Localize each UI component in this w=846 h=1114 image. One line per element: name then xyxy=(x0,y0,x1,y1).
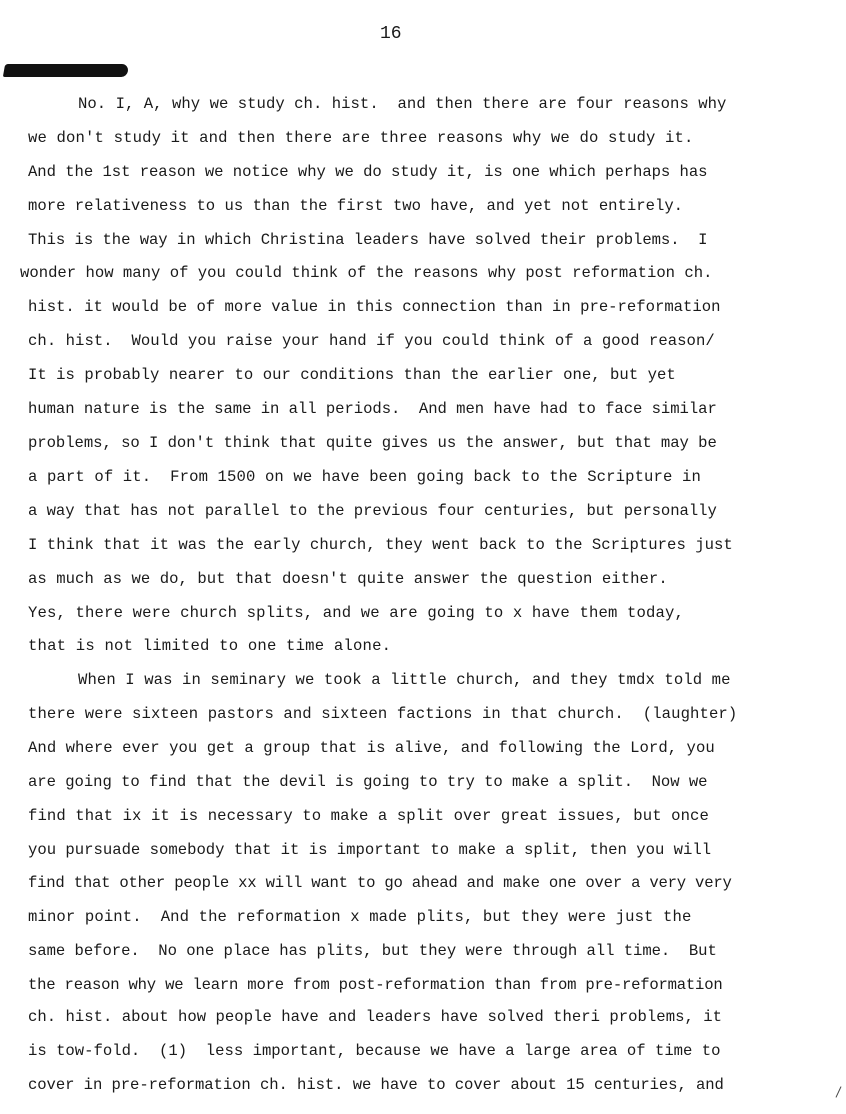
text-line: same before. No one place has plits, but they were through all time. But xyxy=(28,942,717,960)
redaction-mark xyxy=(3,64,129,77)
text-line: ch. hist. about how people have and leaders have solved theri problems, it xyxy=(28,1008,722,1026)
text-line: wonder how many of you could think of the reasons why post reformation ch. xyxy=(20,264,713,282)
text-line: are going to find that the devil is going to try to make a split. Now we xyxy=(28,773,708,791)
text-line: Yes, there were church splits, and we are going to x have them today, xyxy=(28,604,685,622)
text-line: a way that has not parallel to the previous four centuries, but personally xyxy=(28,502,717,520)
text-line: No. I, A, why we study ch. hist. and then there are four reasons why xyxy=(78,95,727,113)
text-line: minor point. And the reformation x made plits, but they were just the xyxy=(28,908,692,926)
text-line: This is the way in which Christina leaders have solved their problems. I xyxy=(28,231,708,249)
text-line: the reason why we learn more from post-reformation than from pre-reformation xyxy=(28,976,723,994)
text-line: as much as we do, but that doesn't quite answer the question either. xyxy=(28,570,668,588)
text-line: is tow-fold. (1) less important, because we have a large area of time to xyxy=(28,1042,721,1060)
text-line: cover in pre-reformation ch. hist. we have to cover about 15 centuries, and xyxy=(28,1076,724,1094)
text-line: When I was in seminary we took a little church, and they tmdx told me xyxy=(78,671,731,689)
text-line: It is probably nearer to our conditions than the earlier one, but yet xyxy=(28,366,676,384)
text-line: human nature is the same in all periods. And men have had to face similar xyxy=(28,400,717,418)
text-line: we don't study it and then there are three reasons why we do study it. xyxy=(28,129,694,147)
text-line: hist. it would be of more value in this connection than in pre-reformation xyxy=(28,298,721,316)
text-line: there were sixteen pastors and sixteen factions in that church. (laughter) xyxy=(28,705,738,723)
text-line: problems, so I don't think that quite gives us the answer, but that may be xyxy=(28,434,717,452)
text-line: a part of it. From 1500 on we have been going back to the Scripture in xyxy=(28,468,701,486)
text-line: you pursuade somebody that it is important to make a split, then you will xyxy=(28,841,712,859)
text-line: And the 1st reason we notice why we do study it, is one which perhaps has xyxy=(28,163,708,181)
text-line: find that other people xx will want to go ahead and make one over a very very xyxy=(28,874,732,892)
text-line: And where ever you get a group that is alive, and following the Lord, you xyxy=(28,739,715,757)
text-line: more relativeness to us than the first two have, and yet not entirely. xyxy=(28,197,684,215)
text-line: that is not limited to one time alone. xyxy=(28,637,392,655)
page-corner-mark xyxy=(836,1086,842,1097)
text-line: find that ix it is necessary to make a split over great issues, but once xyxy=(28,807,709,825)
text-line: I think that it was the early church, they went back to the Scriptures just xyxy=(28,536,733,554)
text-line: ch. hist. Would you raise your hand if you could think of a good reason/ xyxy=(28,332,715,350)
page-number: 16 xyxy=(380,24,402,44)
